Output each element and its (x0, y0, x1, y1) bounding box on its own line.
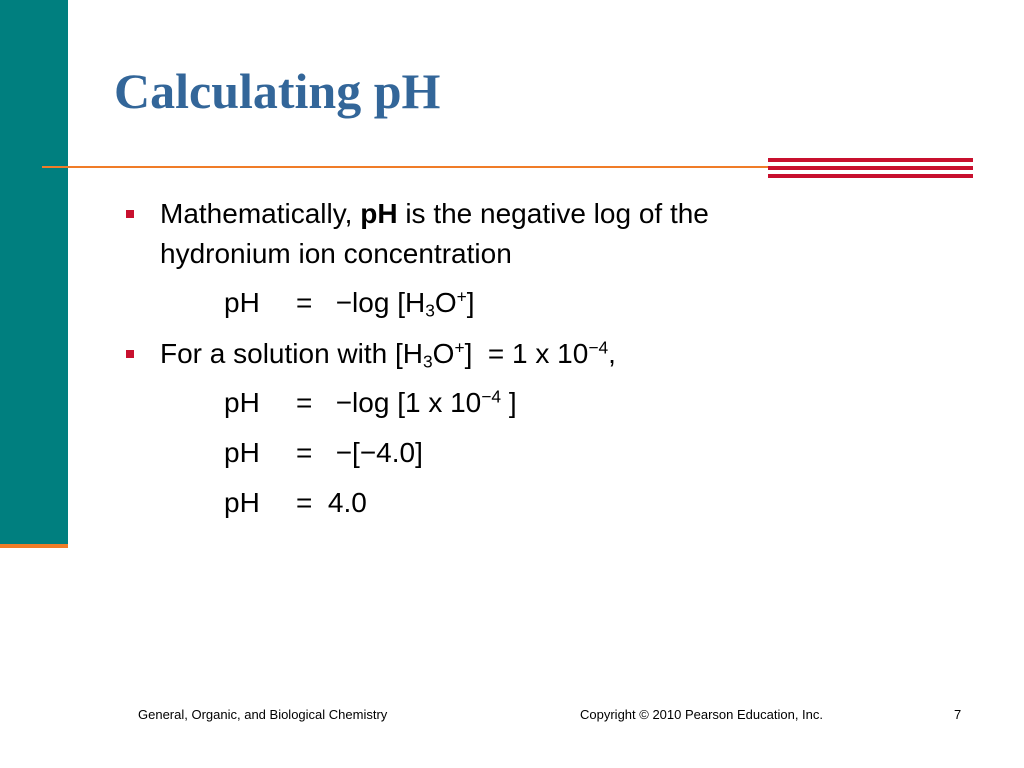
equation-2-rhs: = −log [1 x $10^{-4}$ ] (296, 386, 517, 418)
equation-2-lhs: pH (224, 387, 260, 418)
bullet-marker (126, 350, 134, 358)
equation-1-lhs: pH (224, 287, 260, 318)
equation-3-rhs: = −[−4.0] (296, 437, 423, 468)
footer-course-title: General, Organic, and Biological Chemistry (138, 707, 388, 722)
bullet-marker (126, 210, 134, 218)
title-divider (42, 166, 770, 168)
bullet-1-text: Mathematically, pH is the negative log of the (160, 198, 709, 229)
equation-4-rhs: = 4.0 (296, 487, 367, 518)
sidebar-accent-line (0, 544, 68, 548)
bullet-1-line2: hydronium ion concentration (160, 238, 512, 269)
divider-stripes (768, 158, 973, 178)
bullet-2-text: For a solution with $[H_3O^+] = 1$ x $10^{-4}$, (160, 337, 616, 372)
equation-3-lhs: pH (224, 437, 260, 468)
equation-1-rhs: = −log $[H_3O^+]$ (296, 286, 475, 321)
slide-number: 7 (954, 707, 962, 722)
footer-copyright: Copyright © 2010 Pearson Education, Inc. (580, 707, 824, 722)
equation-4-lhs: pH (224, 487, 260, 518)
slide-title: Calculating pH (114, 63, 441, 119)
sidebar-band (0, 0, 68, 546)
